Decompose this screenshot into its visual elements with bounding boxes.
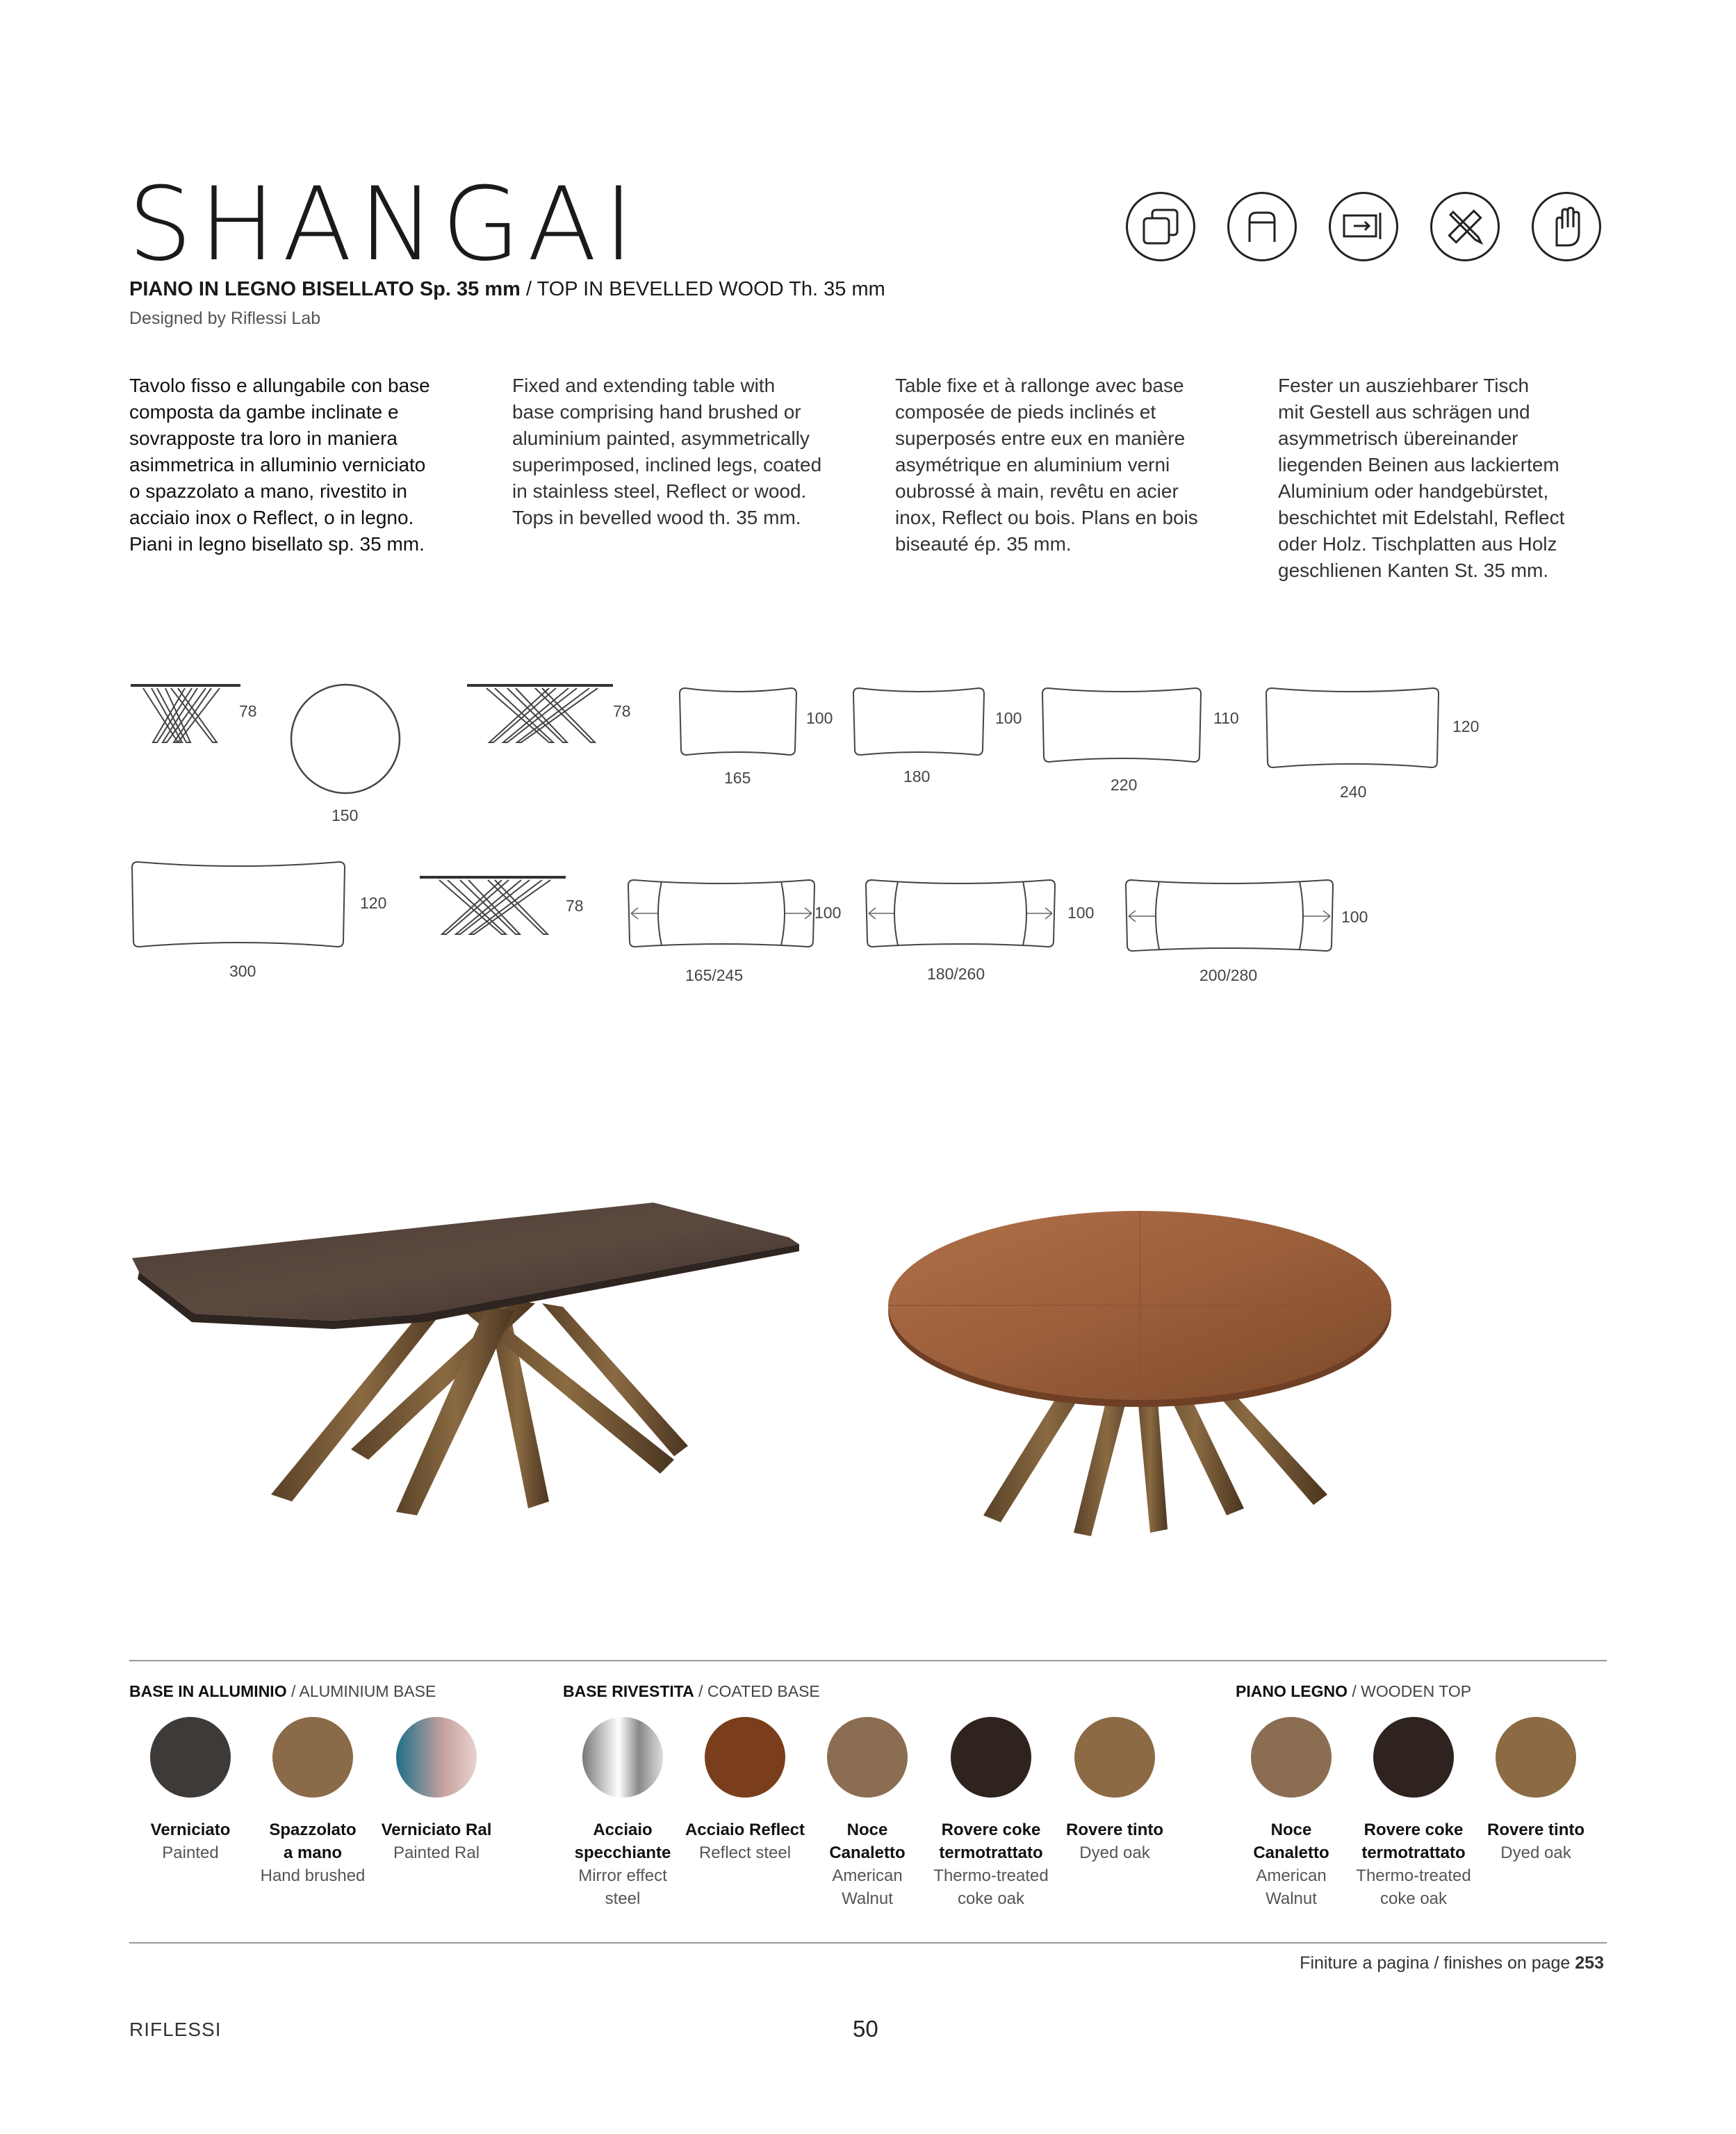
finish-name-italian: Rovere coke termotrattato <box>1361 1821 1466 1862</box>
finish-name-italian: Acciaio Reflect <box>685 1821 805 1839</box>
top-length-label: 240 <box>1340 783 1367 801</box>
finish-name-italian: Verniciato Ral <box>381 1821 492 1839</box>
finish-name-english: Dyed oak <box>1079 1843 1150 1862</box>
design-tools-icon <box>1430 192 1500 261</box>
product-title: SHANGAI <box>128 165 641 284</box>
finish-name-italian: Verniciato <box>150 1821 231 1839</box>
finish-name-english: Mirror effect steel <box>578 1866 667 1908</box>
rectangular-table-photo <box>125 1168 862 1529</box>
finish-name <box>247 1818 379 1887</box>
finish-name <box>679 1818 811 1864</box>
top-240-drawing <box>1263 685 1441 772</box>
description-english: Fixed and extending table with base comprising hand brushed or aluminium painted, asymmetrically superimposed, inclined legs, coated in stainless steel, Reflect or wood. Tops in bevelled wood th. 35 mm. <box>512 375 822 528</box>
top-length-label: 180/260 <box>927 965 985 983</box>
finish-name-italian: Acciaio specchiante <box>574 1821 671 1862</box>
finish-name-italian: Spazzolato a mano <box>269 1821 357 1862</box>
finish-name-italian: Rovere tinto <box>1065 1821 1163 1839</box>
extending-top-165-245-drawing <box>625 877 817 951</box>
height-label: 78 <box>613 702 631 720</box>
subtitle-italian: PIANO IN LEGNO BISELLATO Sp. 35 mm <box>129 278 521 300</box>
top-length-label: 180 <box>903 767 931 785</box>
finish-swatch <box>1074 1717 1155 1798</box>
finish-name-english: Reflect steel <box>698 1843 792 1862</box>
top-length-label: 165 <box>724 769 751 787</box>
top-165-drawing <box>677 685 799 759</box>
finish-swatch <box>951 1717 1031 1798</box>
finish-name-italian: Noce Canaletto <box>1253 1821 1329 1862</box>
top-width-label: 110 <box>1213 709 1239 727</box>
finish-name <box>1225 1818 1357 1910</box>
finish-name-english: Dyed oak <box>1500 1843 1571 1862</box>
finish-swatch <box>1496 1717 1576 1798</box>
square-layers-icon <box>1126 192 1195 261</box>
top-length-label: 300 <box>229 962 256 980</box>
side-view-drawing-2 <box>466 681 619 751</box>
group-title-rest: / ALUMINIUM BASE <box>286 1682 436 1700</box>
top-length-label: 220 <box>1111 776 1138 794</box>
finish-name <box>1470 1818 1602 1864</box>
finish-name <box>925 1818 1057 1910</box>
finishes-bottom-divider <box>129 1942 1607 1944</box>
finish-name <box>370 1818 502 1864</box>
height-label: 78 <box>566 897 584 915</box>
finish-name <box>124 1818 256 1864</box>
round-table-photo <box>883 1209 1411 1543</box>
finish-name-english: Painted Ral <box>393 1843 480 1862</box>
round-diameter-label: 150 <box>331 806 359 824</box>
finishes-top-divider <box>129 1660 1607 1661</box>
subtitle-separator: / <box>520 278 537 300</box>
extending-table-icon <box>1329 192 1398 261</box>
finish-swatch <box>1251 1717 1332 1798</box>
group-header-aluminium-base <box>129 1682 436 1701</box>
finishes-page-note <box>1300 1953 1604 1973</box>
height-label: 78 <box>239 702 257 720</box>
round-top-drawing <box>288 681 403 797</box>
finish-name-italian: Noce Canaletto <box>829 1821 906 1862</box>
page-number: 50 <box>853 2016 878 2042</box>
top-length-label: 165/245 <box>685 966 744 984</box>
product-subtitle <box>129 278 885 301</box>
group-header-wooden-top <box>1236 1682 1471 1701</box>
top-width-label: 100 <box>806 709 833 727</box>
finish-swatch <box>582 1717 663 1798</box>
description-french: Table fixe et à rallonge avec base composée de pieds inclinés et superposés entre eux en manière asymétrique en aluminium verni oubrossé à main, revêtu en acier inox, Reflect ou bois. Plans en bois biseauté ép. 35 mm. <box>895 375 1198 555</box>
hand-made-icon <box>1532 192 1601 261</box>
finish-swatch <box>396 1717 477 1798</box>
description-italian: Tavolo fisso e allungabile con base composta da gambe inclinate e sovrapposte tra loro in maniera asimmetrica in alluminio verniciato o spazzolato a mano, rivestito in acciaio inox o Reflect, o in legno. Piani in legno bisellato sp. 35 mm. <box>129 375 430 555</box>
note-page-number: 253 <box>1575 1953 1604 1973</box>
top-length-label: 200/280 <box>1199 966 1258 984</box>
finish-name <box>1348 1818 1480 1910</box>
finish-swatch <box>705 1717 785 1798</box>
group-title-rest: / COATED BASE <box>694 1682 820 1700</box>
group-header-coated-base <box>563 1682 820 1701</box>
top-180-drawing <box>851 685 987 759</box>
finish-name <box>557 1818 689 1910</box>
brand-name: RIFLESSI <box>129 2019 222 2040</box>
finish-name-english: Painted <box>162 1843 219 1862</box>
group-title-rest: / WOODEN TOP <box>1348 1682 1472 1700</box>
top-width-label: 120 <box>360 894 387 912</box>
designer-credit: Designed by Riflessi Lab <box>129 309 321 328</box>
finish-name-english: American Walnut <box>1256 1866 1327 1908</box>
description-german: Fester un ausziehbarer Tisch mit Gestell aus schrägen und asymmetrisch übereinander liegenden Beinen aus lackiertem Aluminium oder handgebürstet, beschichtet mit Edelstahl, Reflect oder Holz. Tischplatten aus Holz geschlienen Kanten St. 35 mm. <box>1278 375 1565 581</box>
group-title-bold: BASE RIVESTITA <box>563 1682 694 1700</box>
finish-name-english: Thermo-treated coke oak <box>933 1866 1049 1908</box>
top-220-drawing <box>1040 685 1204 766</box>
top-width-label: 100 <box>1067 904 1095 922</box>
extending-top-180-260-drawing <box>863 877 1058 951</box>
finish-swatch <box>827 1717 908 1798</box>
finish-swatch <box>272 1717 353 1798</box>
top-width-label: 100 <box>995 709 1022 727</box>
finish-swatch <box>150 1717 231 1798</box>
group-title-bold: PIANO LEGNO <box>1236 1682 1348 1700</box>
top-width-label: 100 <box>1341 908 1368 926</box>
top-300-drawing <box>129 859 349 952</box>
finish-name-english: Hand brushed <box>260 1866 366 1885</box>
finish-name <box>801 1818 933 1910</box>
finish-name-italian: Rovere tinto <box>1487 1821 1584 1839</box>
side-view-drawing-1 <box>129 681 247 751</box>
top-width-label: 120 <box>1452 717 1480 735</box>
note-italian: Finiture a pagina <box>1300 1953 1430 1973</box>
side-view-drawing-3 <box>418 873 571 943</box>
note-english: / finishes on page <box>1429 1953 1575 1973</box>
subtitle-english: TOP IN BEVELLED WOOD Th. 35 mm <box>537 278 885 300</box>
finish-name-english: American Walnut <box>832 1866 903 1908</box>
finish-name-english: Thermo-treated coke oak <box>1356 1866 1471 1908</box>
finish-name <box>1049 1818 1181 1864</box>
finish-name-italian: Rovere coke termotrattato <box>939 1821 1043 1862</box>
group-title-bold: BASE IN ALLUMINIO <box>129 1682 287 1700</box>
chair-icon <box>1227 192 1297 261</box>
top-width-label: 100 <box>814 904 842 922</box>
extending-top-200-280-drawing <box>1123 877 1336 955</box>
finish-swatch <box>1373 1717 1454 1798</box>
